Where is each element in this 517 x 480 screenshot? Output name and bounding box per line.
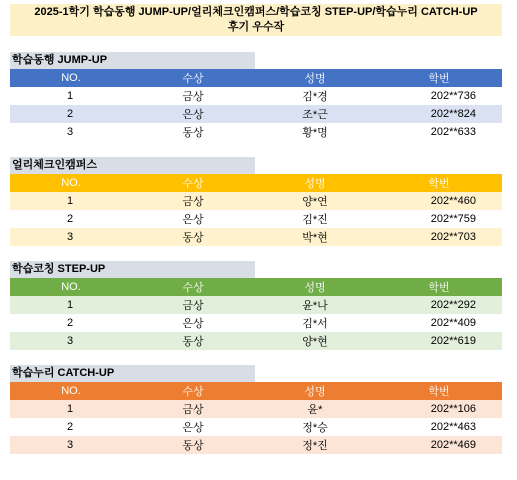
table-row [10, 314, 502, 332]
col-header-no: NO. [61, 72, 81, 84]
cell-id: 202**463 [430, 421, 476, 433]
section-label: 학습동행 JUMP-UP [10, 52, 255, 69]
col-header-no: NO. [61, 385, 81, 397]
award-table [10, 382, 502, 454]
table-row [10, 436, 502, 454]
cell-name: 양*연 [302, 196, 328, 208]
col-header-award: 수상 [182, 282, 204, 294]
col-header-id: 학번 [428, 178, 450, 190]
cell-award: 은상 [182, 318, 204, 330]
cell-name: 양*현 [302, 336, 328, 348]
section-label: 학습코칭 STEP-UP [10, 261, 255, 278]
col-header-id: 학번 [428, 73, 450, 85]
col-header-no: NO. [61, 177, 81, 189]
col-header-award: 수상 [182, 73, 204, 85]
cell-no: 1 [67, 195, 74, 207]
cell-no: 1 [67, 403, 74, 415]
cell-id: 202**633 [430, 126, 476, 138]
cell-no: 2 [67, 317, 74, 329]
cell-award: 금상 [182, 404, 204, 416]
cell-name: 윤*나 [302, 300, 328, 312]
table-row [10, 400, 502, 418]
table-header-row [10, 69, 502, 87]
cell-award: 동상 [182, 127, 204, 139]
cell-award: 동상 [182, 440, 204, 452]
cell-no: 3 [67, 231, 74, 243]
cell-name: 윤* [307, 404, 323, 416]
cell-no: 2 [67, 421, 74, 433]
award-table [10, 69, 502, 141]
section-step-up [10, 261, 502, 350]
cell-name: 정*진 [302, 440, 328, 452]
col-header-name: 성명 [304, 282, 326, 294]
table-header-row [10, 278, 502, 296]
cell-id: 202**460 [430, 195, 476, 207]
cell-award: 은상 [182, 214, 204, 226]
cell-award: 은상 [182, 109, 204, 121]
col-header-id: 학번 [428, 282, 450, 294]
cell-award: 금상 [182, 196, 204, 208]
table-header-row [10, 174, 502, 192]
page-title-line2: 후기 우수작 [227, 21, 285, 33]
section-catch-up [10, 365, 502, 454]
cell-id: 202**106 [430, 403, 476, 415]
cell-name: 김*경 [302, 91, 328, 103]
award-table [10, 278, 502, 350]
section-label: 학습누리 CATCH-UP [10, 365, 255, 382]
table-row [10, 296, 502, 314]
page-title-line1: 2025-1학기 학습동행 JUMP-UP/얼리체크인캠퍼스/학습코칭 STEP-UP/학습누리 CATCH-UP [34, 6, 478, 18]
cell-name: 김*서 [302, 318, 328, 330]
section-label: 얼리체크인캠퍼스 [10, 157, 255, 174]
cell-id: 202**469 [430, 439, 476, 451]
cell-no: 3 [67, 439, 74, 451]
col-header-name: 성명 [304, 178, 326, 190]
table-row [10, 123, 502, 141]
cell-name: 정*승 [302, 422, 328, 434]
col-header-award: 수상 [182, 178, 204, 190]
cell-name: 조*근 [302, 109, 328, 121]
col-header-award: 수상 [182, 386, 204, 398]
col-header-name: 성명 [304, 386, 326, 398]
table-row [10, 192, 502, 210]
col-header-no: NO. [61, 281, 81, 293]
cell-id: 202**292 [430, 299, 476, 311]
section-jump-up [10, 52, 502, 141]
cell-name: 황*명 [302, 127, 328, 139]
table-row [10, 105, 502, 123]
cell-award: 동상 [182, 232, 204, 244]
table-row [10, 87, 502, 105]
cell-id: 202**409 [430, 317, 476, 329]
cell-award: 금상 [182, 91, 204, 103]
table-row [10, 332, 502, 350]
cell-award: 동상 [182, 336, 204, 348]
table-row [10, 210, 502, 228]
cell-id: 202**736 [430, 90, 476, 102]
page-title-box [10, 4, 502, 36]
cell-id: 202**703 [430, 231, 476, 243]
table-row [10, 418, 502, 436]
cell-no: 3 [67, 335, 74, 347]
cell-id: 202**619 [430, 335, 476, 347]
award-table [10, 174, 502, 246]
cell-name: 김*진 [302, 214, 328, 226]
cell-no: 1 [67, 90, 74, 102]
cell-no: 1 [67, 299, 74, 311]
cell-name: 박*현 [302, 232, 328, 244]
cell-no: 2 [67, 213, 74, 225]
cell-award: 은상 [182, 422, 204, 434]
section-early-checkin [10, 157, 502, 246]
cell-no: 2 [67, 108, 74, 120]
col-header-name: 성명 [304, 73, 326, 85]
cell-award: 금상 [182, 300, 204, 312]
cell-id: 202**759 [430, 213, 476, 225]
table-header-row [10, 382, 502, 400]
cell-id: 202**824 [430, 108, 476, 120]
cell-no: 3 [67, 126, 74, 138]
col-header-id: 학번 [428, 386, 450, 398]
table-row [10, 228, 502, 246]
